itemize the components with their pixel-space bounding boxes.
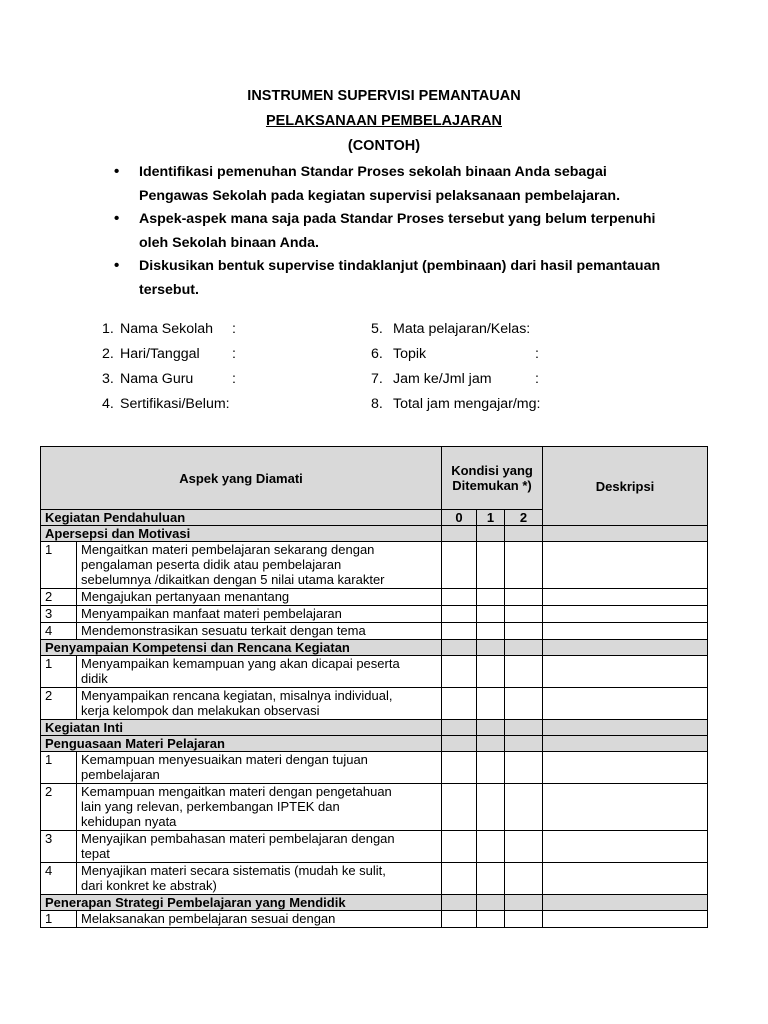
subsection-apersepsi: Apersepsi dan Motivasi: [41, 526, 442, 542]
info-field: 8. Total jam mengajar/mg:: [371, 396, 541, 412]
instruction-item: • Identifikasi pemenuhan Standar Proses sekolah binaan Anda sebagai Pengawas Sekolah pada kegiatan supervisi pelaksanaan pembelajaran.: [112, 160, 672, 208]
description-cell[interactable]: [543, 752, 708, 784]
score-cell[interactable]: [477, 831, 505, 863]
table-row: 4 Menyajikan materi secara sistematis (mudah ke sulit, dari konkret ke abstrak): [41, 863, 708, 895]
table-row: 2 Kemampuan mengaitkan materi dengan pengetahuan lain yang relevan, perkembangan IPTEK dan kehidupan nyata: [41, 784, 708, 831]
description-cell[interactable]: [543, 688, 708, 720]
score-cell[interactable]: [442, 784, 477, 831]
doc-title: INSTRUMEN SUPERVISI PEMANTAUAN: [247, 88, 521, 104]
score-header-1: 1: [477, 510, 505, 526]
table-row: 1 Mengaitkan materi pembelajaran sekarang dengan pengalaman peserta didik atau pembelajaran sebelumnya /dikaitkan dengan 5 nilai utama karakter: [41, 542, 708, 589]
info-field: 1. Nama Sekolah :: [102, 321, 236, 337]
info-field: 5. Mata pelajaran/Kelas:: [371, 321, 531, 337]
score-cell[interactable]: [442, 911, 477, 928]
score-cell[interactable]: [477, 911, 505, 928]
description-cell[interactable]: [543, 542, 708, 589]
subsection-strategi: Penerapan Strategi Pembelajaran yang Mendidik: [41, 895, 442, 911]
header-kondisi: Kondisi yang Ditemukan *): [442, 447, 543, 510]
info-field: 3. Nama Guru :: [102, 371, 236, 387]
score-cell[interactable]: [505, 863, 543, 895]
score-cell[interactable]: [505, 656, 543, 688]
score-cell[interactable]: [477, 623, 505, 640]
table-row: 2 Mengajukan pertanyaan menantang: [41, 589, 708, 606]
table-row: 2 Menyampaikan rencana kegiatan, misalnya individual, kerja kelompok dan melakukan observasi: [41, 688, 708, 720]
description-cell[interactable]: [543, 656, 708, 688]
doc-subtitle: PELAKSANAAN PEMBELAJARAN: [265, 113, 503, 129]
score-cell[interactable]: [477, 752, 505, 784]
score-cell[interactable]: [477, 606, 505, 623]
score-cell[interactable]: [505, 623, 543, 640]
score-cell[interactable]: [505, 589, 543, 606]
table-row: 1 Melaksanakan pembelajaran sesuai dengan: [41, 911, 708, 928]
header-deskripsi: Deskripsi: [543, 447, 708, 526]
info-field: 6. Topik :: [371, 346, 539, 362]
score-cell[interactable]: [505, 542, 543, 589]
table-row: 3 Menyampaikan manfaat materi pembelajaran: [41, 606, 708, 623]
description-cell[interactable]: [543, 784, 708, 831]
table-row: 3 Menyajikan pembahasan materi pembelajaran dengan tepat: [41, 831, 708, 863]
score-cell[interactable]: [442, 831, 477, 863]
doc-note: (CONTOH): [347, 138, 421, 154]
score-header-2: 2: [505, 510, 543, 526]
score-cell[interactable]: [442, 606, 477, 623]
score-cell[interactable]: [477, 688, 505, 720]
info-field: 7. Jam ke/Jml jam :: [371, 371, 539, 387]
info-field: 2. Hari/Tanggal :: [102, 346, 236, 362]
score-cell[interactable]: [505, 911, 543, 928]
score-cell[interactable]: [505, 784, 543, 831]
score-cell[interactable]: [442, 542, 477, 589]
score-cell[interactable]: [477, 589, 505, 606]
info-right: [371, 317, 671, 417]
description-cell[interactable]: [543, 589, 708, 606]
instruction-list: [112, 160, 672, 301]
table-row: 4 Mendemonstrasikan sesuatu terkait dengan tema: [41, 623, 708, 640]
info-field: 4. Sertifikasi/Belum:: [102, 396, 230, 412]
score-cell[interactable]: [477, 863, 505, 895]
observation-table: [40, 446, 708, 928]
score-cell[interactable]: [442, 623, 477, 640]
score-cell[interactable]: [442, 688, 477, 720]
score-cell[interactable]: [477, 542, 505, 589]
description-cell[interactable]: [543, 623, 708, 640]
instruction-item: • Diskusikan bentuk supervise tindaklanjut (pembinaan) dari hasil pemantauan tersebut.: [112, 254, 672, 302]
subsection-kompetensi: Penyampaian Kompetensi dan Rencana Kegiatan: [41, 640, 442, 656]
score-cell[interactable]: [442, 863, 477, 895]
score-cell[interactable]: [505, 831, 543, 863]
table-row: 1 Menyampaikan kemampuan yang akan dicapai peserta didik: [41, 656, 708, 688]
section-pendahuluan: Kegiatan Pendahuluan: [41, 510, 442, 526]
score-cell[interactable]: [505, 688, 543, 720]
info-left: [102, 317, 362, 417]
description-cell[interactable]: [543, 606, 708, 623]
score-cell[interactable]: [442, 656, 477, 688]
score-cell[interactable]: [477, 656, 505, 688]
description-cell[interactable]: [543, 911, 708, 928]
score-cell[interactable]: [505, 606, 543, 623]
description-cell[interactable]: [543, 863, 708, 895]
score-cell[interactable]: [442, 752, 477, 784]
score-cell[interactable]: [505, 752, 543, 784]
section-inti: Kegiatan Inti: [41, 720, 442, 736]
subsection-penguasaan: Penguasaan Materi Pelajaran: [41, 736, 442, 752]
description-cell[interactable]: [543, 831, 708, 863]
score-header-0: 0: [442, 510, 477, 526]
header-aspek: Aspek yang Diamati: [41, 447, 442, 510]
table-row: 1 Kemampuan menyesuaikan materi dengan tujuan pembelajaran: [41, 752, 708, 784]
score-cell[interactable]: [477, 784, 505, 831]
score-cell[interactable]: [442, 589, 477, 606]
instruction-item: • Aspek-aspek mana saja pada Standar Proses tersebut yang belum terpenuhi oleh Sekolah binaan Anda.: [112, 207, 672, 255]
